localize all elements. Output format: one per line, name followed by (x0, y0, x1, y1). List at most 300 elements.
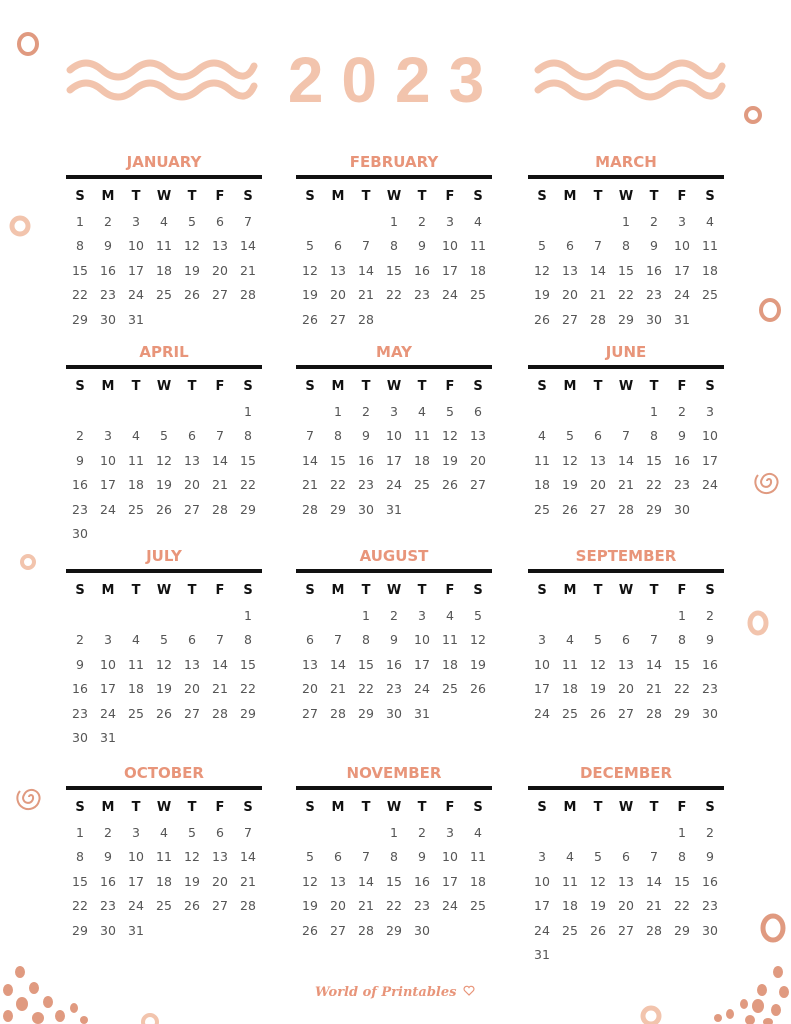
day-cell: 5 (160, 632, 168, 647)
empty-cell (296, 400, 324, 425)
empty-cell (324, 821, 352, 846)
day-cell: 26 (184, 898, 200, 913)
day-cell: 7 (594, 238, 602, 253)
day-cell: 16 (72, 477, 88, 492)
ring-decoration-icon (140, 1010, 160, 1024)
month-june (528, 342, 724, 522)
weekday-label: W (618, 800, 634, 815)
weekday-label: T (361, 189, 371, 204)
day-cell: 14 (212, 656, 228, 672)
month-divider (296, 365, 492, 369)
empty-cell (66, 400, 94, 425)
day-cell: 20 (562, 287, 578, 302)
day-cell: 12 (302, 262, 318, 278)
weekday-label: S (305, 583, 315, 598)
empty-cell (122, 400, 150, 425)
weekday-label: M (563, 800, 577, 815)
day-cell: 10 (386, 428, 402, 443)
day-cell: 28 (590, 311, 606, 327)
day-cell: 10 (442, 238, 458, 253)
day-cell: 29 (386, 922, 402, 938)
day-cell: 4 (418, 403, 426, 419)
weekday-label: W (156, 583, 172, 598)
day-cell: 22 (386, 898, 402, 913)
day-cell: 7 (622, 428, 630, 443)
day-cell: 19 (470, 656, 486, 672)
day-cell: 29 (72, 311, 88, 327)
day-cell: 29 (72, 922, 88, 938)
day-cell: 30 (646, 311, 662, 327)
day-cell: 5 (538, 238, 546, 253)
day-cell: 21 (302, 477, 318, 492)
day-cell: 9 (650, 238, 658, 253)
month-divider (528, 569, 724, 573)
day-cell: 27 (212, 287, 228, 302)
day-cell: 4 (160, 824, 168, 840)
day-cell: 25 (562, 705, 578, 721)
weekday-label: W (618, 583, 634, 598)
day-cell: 27 (330, 311, 346, 327)
day-cell: 29 (358, 705, 374, 721)
day-cell: 13 (618, 656, 634, 672)
day-cell: 21 (212, 477, 228, 492)
day-cell: 17 (674, 262, 690, 278)
day-cell: 5 (306, 238, 314, 253)
day-cell: 30 (72, 730, 88, 745)
day-cell: 16 (414, 262, 430, 278)
empty-cell (296, 821, 324, 846)
day-cell: 7 (362, 238, 370, 253)
day-cell: 12 (156, 452, 172, 468)
day-cell: 3 (678, 213, 686, 229)
day-cell: 15 (674, 873, 690, 889)
day-grid (528, 796, 724, 968)
day-cell: 17 (442, 873, 458, 889)
day-cell: 5 (188, 824, 196, 840)
day-cell: 21 (212, 681, 228, 696)
day-cell: 13 (212, 849, 228, 864)
weekday-label: S (75, 379, 85, 394)
day-cell: 6 (474, 403, 482, 419)
weekday-label: T (417, 189, 427, 204)
weekday-label: T (649, 583, 659, 598)
day-cell: 10 (534, 656, 550, 672)
day-cell: 2 (418, 213, 426, 229)
day-cell: 7 (216, 428, 224, 443)
empty-cell (324, 210, 352, 235)
day-cell: 11 (562, 873, 578, 889)
header (0, 40, 791, 120)
day-cell: 28 (240, 287, 256, 302)
day-cell: 25 (470, 898, 486, 913)
day-cell: 28 (212, 705, 228, 721)
weekday-label: S (243, 379, 253, 394)
day-cell: 24 (674, 287, 690, 302)
year-title: 2023 (287, 44, 503, 116)
ring-decoration-icon (18, 552, 38, 572)
day-cell: 24 (100, 501, 116, 517)
day-cell: 9 (678, 428, 686, 443)
day-cell: 18 (128, 681, 144, 696)
day-cell: 19 (156, 477, 172, 492)
day-cell: 1 (334, 403, 342, 419)
day-cell: 8 (334, 428, 342, 443)
day-cell: 30 (100, 311, 116, 327)
day-cell: 26 (590, 705, 606, 721)
spiral-decoration-icon (16, 782, 46, 812)
day-cell: 23 (702, 898, 718, 913)
day-cell: 27 (618, 922, 634, 938)
day-cell: 23 (702, 681, 718, 696)
spiral-decoration-icon (754, 466, 784, 496)
day-cell: 30 (702, 705, 718, 721)
day-cell: 7 (362, 849, 370, 864)
day-cell: 11 (128, 452, 144, 468)
weekday-label: F (677, 583, 687, 598)
day-cell: 8 (244, 632, 252, 647)
day-cell: 12 (184, 238, 200, 253)
day-cell: 22 (72, 287, 88, 302)
day-cell: 19 (302, 898, 318, 913)
footer-brand (295, 985, 495, 1000)
empty-cell (352, 821, 380, 846)
day-cell: 15 (646, 452, 662, 468)
day-cell: 21 (618, 477, 634, 492)
weekday-label: T (361, 583, 371, 598)
weekday-label: W (386, 800, 402, 815)
day-cell: 15 (72, 262, 88, 278)
day-cell: 30 (674, 501, 690, 517)
day-cell: 23 (72, 705, 88, 721)
day-cell: 24 (128, 898, 144, 913)
weekday-label: F (215, 800, 225, 815)
empty-cell (584, 604, 612, 629)
day-cell: 17 (100, 477, 116, 492)
day-cell: 15 (618, 262, 634, 278)
weekday-label: S (537, 583, 547, 598)
day-cell: 21 (358, 898, 374, 913)
day-grid (66, 796, 262, 943)
day-cell: 6 (334, 238, 342, 253)
day-cell: 6 (334, 849, 342, 864)
day-cell: 9 (76, 452, 84, 468)
day-cell: 9 (390, 632, 398, 647)
day-cell: 29 (330, 501, 346, 517)
empty-cell (178, 400, 206, 425)
weekday-label: S (473, 583, 483, 598)
month-october (66, 763, 262, 943)
weekday-label: S (705, 189, 715, 204)
day-cell: 20 (330, 898, 346, 913)
weekday-label: T (187, 800, 197, 815)
day-cell: 16 (358, 452, 374, 468)
day-cell: 21 (330, 681, 346, 696)
day-cell: 3 (132, 213, 140, 229)
day-cell: 11 (470, 849, 486, 864)
day-cell: 7 (650, 632, 658, 647)
empty-cell (528, 400, 556, 425)
day-cell: 14 (240, 849, 256, 864)
day-cell: 6 (566, 238, 574, 253)
empty-cell (640, 604, 668, 629)
day-cell: 2 (104, 213, 112, 229)
day-cell: 24 (386, 477, 402, 492)
day-cell: 31 (128, 922, 144, 938)
weekday-label: F (677, 189, 687, 204)
day-cell: 3 (538, 849, 546, 864)
weekday-label: M (331, 189, 345, 204)
weekday-label: S (473, 189, 483, 204)
month-name: MARCH (595, 153, 657, 171)
day-cell: 20 (184, 681, 200, 696)
day-cell: 22 (674, 681, 690, 696)
day-cell: 4 (132, 428, 140, 443)
empty-cell (150, 400, 178, 425)
day-cell: 1 (390, 213, 398, 229)
day-cell: 20 (618, 898, 634, 913)
day-cell: 1 (622, 213, 630, 229)
day-cell: 24 (128, 287, 144, 302)
day-cell: 5 (160, 428, 168, 443)
day-cell: 4 (474, 213, 482, 229)
day-cell: 9 (104, 849, 112, 864)
month-name: DECEMBER (579, 764, 673, 782)
empty-cell (556, 604, 584, 629)
month-november (296, 763, 492, 943)
day-cell: 14 (330, 656, 346, 672)
day-cell: 9 (104, 238, 112, 253)
day-cell: 1 (244, 607, 252, 623)
weekday-label: W (386, 583, 402, 598)
month-name: FEBRUARY (349, 153, 439, 171)
day-cell: 6 (622, 632, 630, 647)
day-cell: 11 (702, 238, 718, 253)
weekday-label: M (563, 379, 577, 394)
day-cell: 16 (674, 452, 690, 468)
day-cell: 3 (418, 607, 426, 623)
day-cell: 24 (100, 705, 116, 721)
day-cell: 30 (414, 922, 430, 938)
day-cell: 25 (562, 922, 578, 938)
day-cell: 12 (590, 656, 606, 672)
day-cell: 17 (414, 656, 430, 672)
day-cell: 10 (128, 238, 144, 253)
day-grid (528, 579, 724, 726)
empty-cell (612, 400, 640, 425)
weekday-label: M (331, 379, 345, 394)
day-cell: 22 (330, 477, 346, 492)
empty-cell (584, 210, 612, 235)
month-february (296, 152, 492, 332)
day-cell: 31 (386, 501, 402, 517)
day-cell: 28 (330, 705, 346, 721)
empty-cell (556, 210, 584, 235)
day-grid (296, 796, 492, 943)
empty-cell (206, 400, 234, 425)
day-cell: 28 (358, 311, 374, 327)
day-cell: 22 (646, 477, 662, 492)
month-march (528, 152, 724, 332)
weekday-label: M (101, 800, 115, 815)
day-cell: 7 (216, 632, 224, 647)
day-cell: 10 (534, 873, 550, 889)
day-cell: 15 (674, 656, 690, 672)
day-cell: 2 (362, 403, 370, 419)
day-cell: 28 (618, 501, 634, 517)
day-cell: 14 (240, 238, 256, 253)
month-name: JUNE (605, 343, 647, 361)
day-cell: 18 (414, 452, 430, 468)
day-cell: 18 (442, 656, 458, 672)
day-cell: 2 (706, 607, 714, 623)
month-name: APRIL (139, 343, 189, 361)
day-cell: 20 (302, 681, 318, 696)
day-cell: 22 (618, 287, 634, 302)
month-name: OCTOBER (124, 764, 204, 782)
empty-cell (206, 604, 234, 629)
month-name: JULY (146, 547, 182, 565)
day-cell: 13 (302, 656, 318, 672)
weekday-label: S (473, 379, 483, 394)
empty-cell (94, 400, 122, 425)
day-cell: 2 (678, 403, 686, 419)
weekday-label: T (131, 189, 141, 204)
day-cell: 17 (386, 452, 402, 468)
day-cell: 27 (184, 705, 200, 721)
day-cell: 16 (72, 681, 88, 696)
weekday-label: M (101, 379, 115, 394)
day-cell: 27 (330, 922, 346, 938)
day-cell: 30 (72, 526, 88, 541)
weekday-label: S (75, 583, 85, 598)
day-cell: 18 (470, 873, 486, 889)
day-cell: 20 (212, 873, 228, 889)
day-cell: 25 (470, 287, 486, 302)
day-cell: 4 (566, 632, 574, 647)
weekday-label: T (593, 379, 603, 394)
day-cell: 16 (702, 873, 718, 889)
day-cell: 18 (156, 262, 172, 278)
day-cell: 4 (474, 824, 482, 840)
empty-cell (296, 210, 324, 235)
day-cell: 3 (104, 428, 112, 443)
day-cell: 7 (650, 849, 658, 864)
day-cell: 22 (358, 681, 374, 696)
day-cell: 14 (646, 873, 662, 889)
day-cell: 26 (302, 311, 318, 327)
day-cell: 23 (386, 681, 402, 696)
month-divider (296, 175, 492, 179)
day-cell: 30 (358, 501, 374, 517)
day-cell: 17 (128, 873, 144, 889)
day-grid (296, 579, 492, 726)
day-cell: 11 (534, 452, 550, 468)
day-cell: 24 (442, 898, 458, 913)
day-cell: 24 (414, 681, 430, 696)
weekday-label: F (215, 379, 225, 394)
day-cell: 29 (646, 501, 662, 517)
day-cell: 11 (562, 656, 578, 672)
day-cell: 23 (646, 287, 662, 302)
day-cell: 9 (76, 656, 84, 672)
weekday-label: S (473, 800, 483, 815)
weekday-label: T (131, 800, 141, 815)
day-cell: 17 (702, 452, 718, 468)
day-cell: 9 (362, 428, 370, 443)
ring-decoration-icon (756, 910, 790, 946)
month-name: SEPTEMBER (575, 547, 677, 565)
day-cell: 26 (156, 501, 172, 517)
day-grid (66, 375, 262, 547)
month-divider (528, 175, 724, 179)
day-cell: 16 (414, 873, 430, 889)
day-cell: 5 (188, 213, 196, 229)
weekday-label: F (445, 583, 455, 598)
day-cell: 29 (240, 501, 256, 517)
day-cell: 10 (414, 632, 430, 647)
weekday-label: M (563, 189, 577, 204)
day-cell: 25 (128, 501, 144, 517)
weekday-label: T (187, 583, 197, 598)
weekday-label: W (618, 379, 634, 394)
empty-cell (528, 210, 556, 235)
empty-cell (178, 604, 206, 629)
empty-cell (528, 604, 556, 629)
day-cell: 14 (302, 452, 318, 468)
day-cell: 17 (128, 262, 144, 278)
weekday-label: T (361, 379, 371, 394)
day-cell: 2 (706, 824, 714, 840)
dots-decoration-icon (700, 962, 791, 1024)
day-cell: 8 (390, 849, 398, 864)
day-cell: 16 (646, 262, 662, 278)
day-cell: 27 (470, 477, 486, 492)
day-cell: 10 (702, 428, 718, 443)
day-cell: 4 (566, 849, 574, 864)
day-cell: 14 (590, 262, 606, 278)
day-cell: 23 (72, 501, 88, 517)
day-cell: 11 (156, 238, 172, 253)
day-cell: 6 (306, 632, 314, 647)
day-cell: 11 (128, 656, 144, 672)
day-cell: 20 (470, 452, 486, 468)
day-cell: 7 (244, 824, 252, 840)
day-cell: 21 (646, 681, 662, 696)
day-cell: 18 (128, 477, 144, 492)
ring-decoration-icon (638, 1002, 664, 1024)
empty-cell (324, 604, 352, 629)
weekday-label: S (243, 800, 253, 815)
day-cell: 28 (646, 705, 662, 721)
day-cell: 24 (442, 287, 458, 302)
month-name: JANUARY (126, 153, 202, 171)
weekday-label: S (305, 189, 315, 204)
day-cell: 15 (330, 452, 346, 468)
day-cell: 7 (306, 428, 314, 443)
day-cell: 10 (674, 238, 690, 253)
empty-cell (556, 400, 584, 425)
day-cell: 31 (128, 311, 144, 327)
month-august (296, 546, 492, 726)
day-cell: 2 (76, 428, 84, 443)
day-cell: 2 (76, 632, 84, 647)
day-cell: 22 (240, 681, 256, 696)
empty-cell (528, 821, 556, 846)
weekday-label: F (215, 583, 225, 598)
day-cell: 4 (446, 607, 454, 623)
day-cell: 22 (674, 898, 690, 913)
day-cell: 1 (244, 403, 252, 419)
